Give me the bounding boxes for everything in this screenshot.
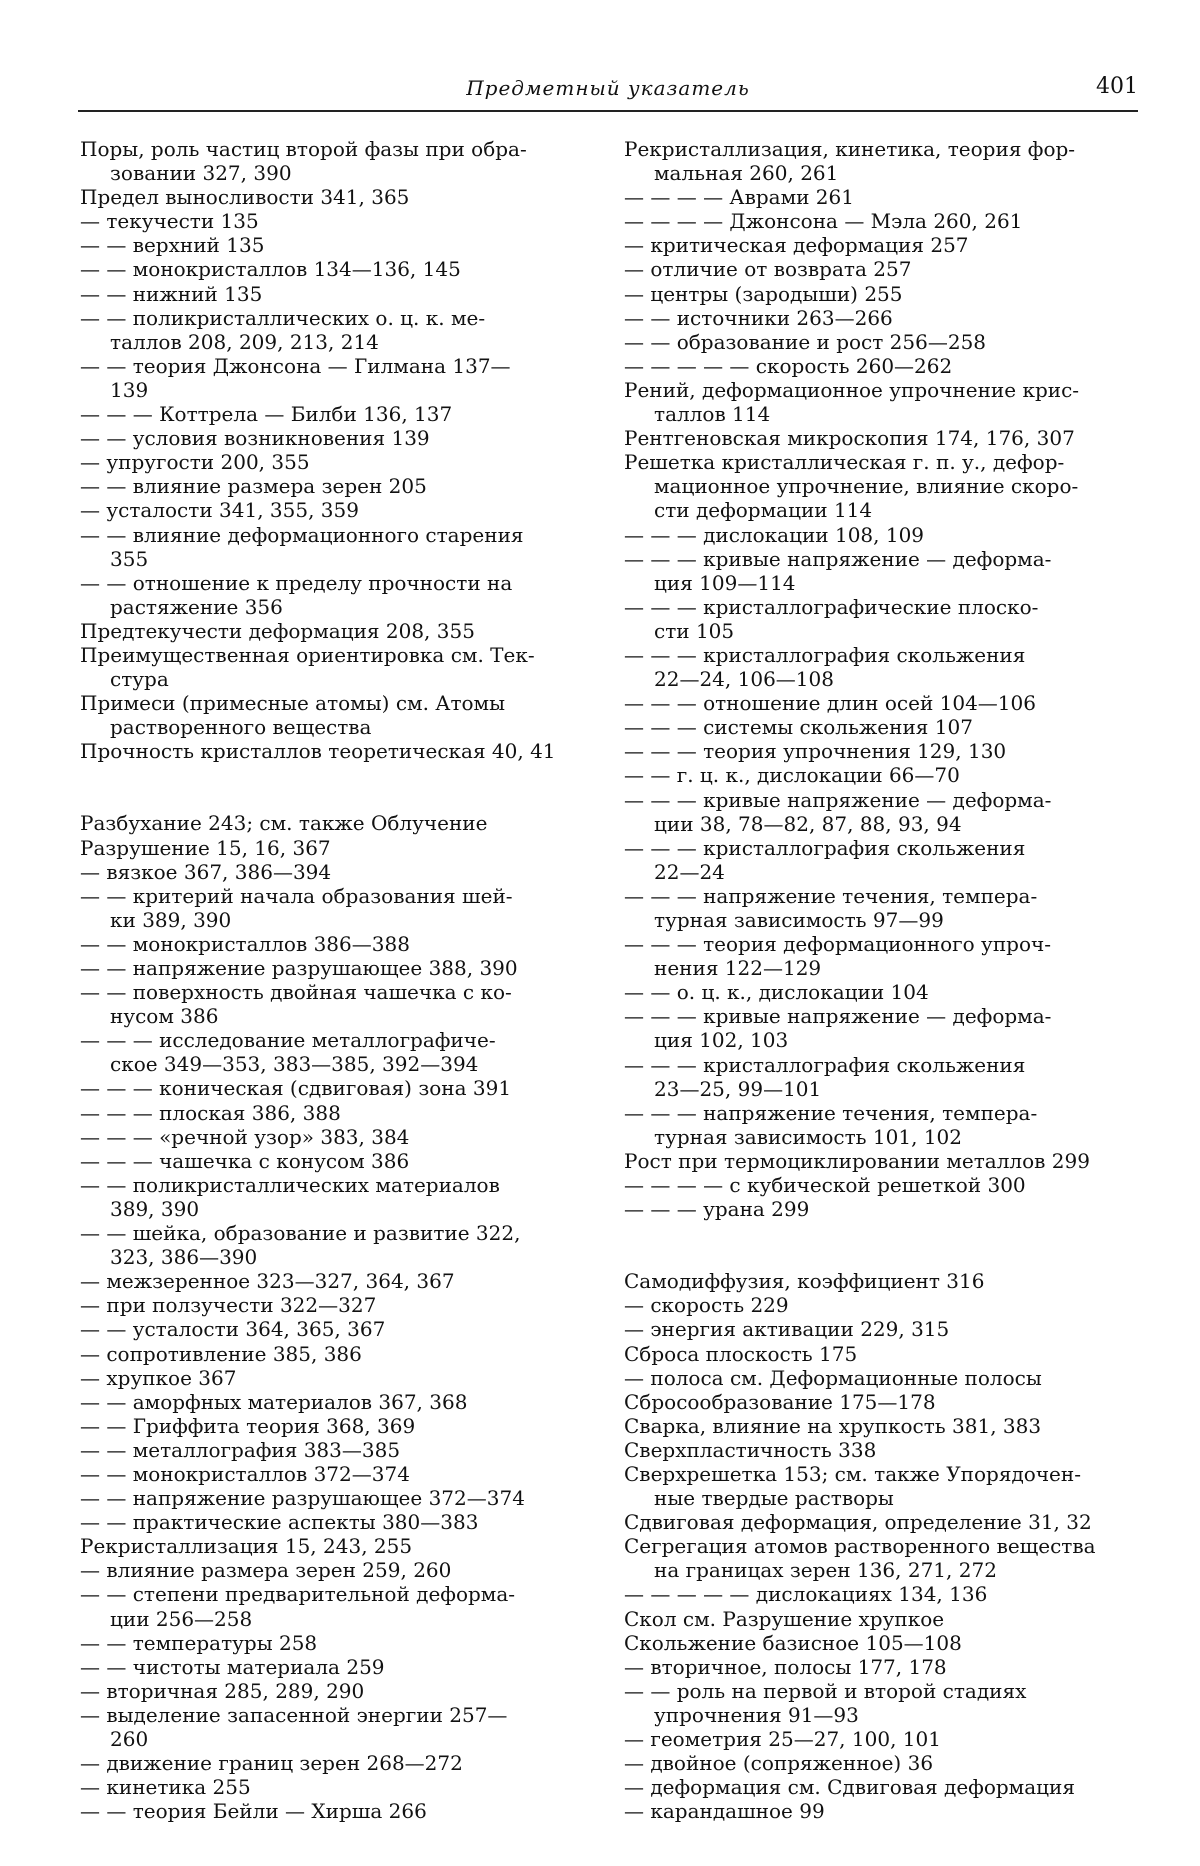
entry-line: — полоса см. Деформационные полосы — [624, 1365, 1042, 1390]
entry-line: Скол см. Разрушение хрупкое — [624, 1606, 945, 1631]
index-entry — [80, 523, 590, 571]
index-entry — [624, 1775, 1134, 1799]
index-entry — [80, 1751, 590, 1775]
index-entry — [624, 1269, 1134, 1293]
entry-continuation: таллов 208, 209, 213, 214 — [110, 329, 379, 354]
entry-line: — — — напряжение течения, темпера- — [624, 1100, 1038, 1125]
entry-line: — — условия возникновения 139 — [80, 426, 430, 451]
index-entry — [624, 1438, 1134, 1462]
index-entry — [624, 137, 1134, 185]
entry-continuation: растворенного вещества — [110, 715, 372, 740]
index-entry — [80, 932, 590, 956]
entry-continuation: ные твердые растворы — [654, 1486, 894, 1511]
entry-line: Прочность кристаллов теоретическая 40, 41 — [80, 739, 556, 764]
index-entry — [80, 1655, 590, 1679]
entry-line: Самодиффузия, коэффициент 316 — [624, 1269, 985, 1294]
entry-line: — — критерий начала образования шей- — [80, 883, 513, 908]
entry-line: Предел выносливости 341, 365 — [80, 185, 410, 210]
index-entry — [80, 1366, 590, 1390]
index-entry — [624, 209, 1134, 233]
entry-line: — хрупкое 367 — [80, 1365, 237, 1390]
entry-line: — энергия активации 229, 315 — [624, 1317, 950, 1342]
index-entry — [80, 1462, 590, 1486]
index-entry — [80, 619, 590, 643]
index-entry — [80, 1510, 590, 1534]
entry-line: — — металлография 383—385 — [80, 1437, 401, 1462]
entry-line: — сопротивление 385, 386 — [80, 1341, 362, 1366]
entry-line: — деформация см. Сдвиговая деформация — [624, 1775, 1075, 1800]
entry-line: Решетка кристаллическая г. п. у., дефор- — [624, 450, 1065, 475]
entry-line: — — аморфных материалов 367, 368 — [80, 1389, 468, 1414]
index-entry — [80, 836, 590, 860]
index-entry — [80, 185, 590, 209]
section-gap — [80, 763, 590, 811]
entry-line: — — нижний 135 — [80, 281, 263, 306]
entry-line: Преимущественная ориентировка см. Тек- — [80, 642, 535, 667]
index-entry — [624, 1173, 1134, 1197]
index-entry — [80, 884, 590, 932]
index-entry — [624, 1679, 1134, 1727]
entry-line: — — — — — дислокациях 134, 136 — [624, 1582, 988, 1607]
entry-line: Поры, роль частиц второй фазы при обра- — [80, 137, 527, 161]
index-entry — [624, 715, 1134, 739]
entry-line: — карандашное 99 — [624, 1799, 825, 1824]
index-entry — [624, 233, 1134, 257]
index-entry — [624, 257, 1134, 281]
entry-line: Рост при термоциклировании металлов 299 — [624, 1148, 1090, 1173]
index-entry — [624, 1004, 1134, 1052]
entry-line: Рекристаллизация, кинетика, теория фор- — [624, 137, 1076, 161]
entry-line: — — Гриффита теория 368, 369 — [80, 1413, 416, 1438]
entry-continuation: турная зависимость 101, 102 — [654, 1124, 962, 1149]
entry-line: — движение границ зерен 268—272 — [80, 1751, 463, 1776]
index-entry — [80, 498, 590, 522]
entry-line: — — — плоская 386, 388 — [80, 1100, 341, 1125]
index-entry — [80, 1221, 590, 1269]
entry-continuation: 323, 386—390 — [110, 1245, 258, 1270]
entry-line: — выделение запасенной энергии 257— — [80, 1702, 508, 1727]
index-entry — [624, 836, 1134, 884]
entry-continuation: турная зависимость 97—99 — [654, 908, 944, 932]
entry-continuation: ции 256—258 — [110, 1606, 253, 1631]
entry-continuation: нения 122—129 — [654, 956, 822, 981]
index-entry — [80, 1631, 590, 1655]
entry-line: Разбухание 243; см. также Облучение — [80, 811, 488, 836]
index-entry — [80, 1101, 590, 1125]
index-entry — [80, 1269, 590, 1293]
entry-line: Рений, деформационное упрочнение крис- — [624, 377, 1080, 402]
entry-line: — — — системы скольжения 107 — [624, 715, 973, 740]
entry-continuation: 139 — [110, 377, 149, 402]
entry-continuation: зовании 327, 390 — [110, 161, 292, 186]
entry-line: — — образование и рост 256—258 — [624, 329, 987, 354]
index-entry — [80, 811, 590, 835]
entry-line: — — — кристаллографические плоско- — [624, 594, 1039, 619]
entry-line: Сброса плоскость 175 — [624, 1341, 858, 1366]
index-entry — [80, 643, 590, 691]
index-entry — [80, 306, 590, 354]
entry-line: — критическая деформация 257 — [624, 233, 969, 258]
index-entry — [80, 1293, 590, 1317]
entry-line: — вторичное, полосы 177, 178 — [624, 1654, 947, 1679]
entry-line: — геометрия 25—27, 100, 101 — [624, 1727, 941, 1751]
entry-line: — — теория Бейли — Хирша 266 — [80, 1799, 427, 1824]
entry-line: — двойное (сопряженное) 36 — [624, 1751, 934, 1776]
index-entry — [80, 1558, 590, 1582]
entry-line: — — практические аспекты 380—383 — [80, 1510, 479, 1535]
index-entry — [80, 1486, 590, 1510]
entry-continuation: на границах зерен 136, 271, 272 — [654, 1558, 997, 1583]
index-entry — [80, 1149, 590, 1173]
entry-line: Сверхрешетка 153; см. также Упорядочен- — [624, 1461, 1081, 1486]
entry-line: Сверхпластичность 338 — [624, 1437, 877, 1462]
index-entry — [624, 763, 1134, 787]
entry-line: — — влияние деформационного старения — [80, 522, 524, 547]
entry-line: — — — отношение длин осей 104—106 — [624, 691, 1036, 716]
entry-line: — — — — Джонсона — Мэла 260, 261 — [624, 209, 1023, 234]
index-entry — [624, 185, 1134, 209]
index-entry — [80, 1679, 590, 1703]
index-entry — [624, 426, 1134, 450]
entry-continuation: мальная 260, 261 — [654, 161, 839, 186]
entry-continuation: 22—24, 106—108 — [654, 667, 834, 692]
entry-line: Рентгеновская микроскопия 174, 176, 307 — [624, 426, 1075, 451]
index-entry — [624, 932, 1134, 980]
index-entry — [624, 595, 1134, 643]
entry-line: — — чистоты материала 259 — [80, 1654, 385, 1679]
entry-line: — — о. ц. к., дислокации 104 — [624, 980, 929, 1005]
index-entry — [624, 1390, 1134, 1414]
index-entry — [80, 450, 590, 474]
index-entry — [80, 571, 590, 619]
entry-line: — центры (зародыши) 255 — [624, 281, 903, 306]
index-entry — [624, 523, 1134, 547]
entry-continuation: 22—24 — [654, 859, 725, 884]
entry-line: — — усталости 364, 365, 367 — [80, 1317, 386, 1342]
entry-line: Рекристаллизация 15, 243, 255 — [80, 1534, 413, 1559]
index-entry — [80, 1125, 590, 1149]
entry-continuation: нусом 386 — [110, 1004, 219, 1029]
entry-line: — — — кривые напряжение — деформа- — [624, 546, 1052, 571]
index-entry — [624, 354, 1134, 378]
entry-continuation: ция 109—114 — [654, 570, 796, 595]
index-entry — [624, 306, 1134, 330]
index-entry — [624, 282, 1134, 306]
entry-line: — вторичная 285, 289, 290 — [80, 1678, 365, 1703]
entry-line: — — отношение к пределу прочности на — [80, 570, 513, 595]
index-entry — [624, 1317, 1134, 1341]
entry-line: — при ползучести 322—327 — [80, 1293, 377, 1318]
index-entry — [80, 691, 590, 739]
page-header — [78, 62, 1138, 112]
entry-line: — — источники 263—266 — [624, 305, 893, 330]
index-entry — [624, 1799, 1134, 1823]
index-entry — [624, 1293, 1134, 1317]
index-entry — [624, 1197, 1134, 1221]
entry-line: — — — — Аврами 261 — [624, 185, 854, 210]
entry-line: — усталости 341, 355, 359 — [80, 498, 359, 523]
index-entry — [80, 257, 590, 281]
index-entry — [624, 1631, 1134, 1655]
entry-line: — — — теория деформационного упроч- — [624, 932, 1051, 957]
entry-line: Разрушение 15, 16, 367 — [80, 835, 331, 860]
entry-line: — — теория Джонсона — Гилмана 137— — [80, 353, 511, 378]
index-entry — [80, 1582, 590, 1630]
index-entry — [80, 1534, 590, 1558]
index-entry — [80, 354, 590, 402]
index-entry — [624, 1751, 1134, 1775]
index-entry — [624, 1727, 1134, 1751]
entry-line: — — монокристаллов 134—136, 145 — [80, 257, 461, 282]
index-entry — [624, 1053, 1134, 1101]
entry-continuation: упрочнения 91—93 — [654, 1702, 859, 1727]
entry-line: — — — кривые напряжение — деформа- — [624, 1004, 1052, 1029]
entry-line: — межзеренное 323—327, 364, 367 — [80, 1269, 455, 1294]
index-entry — [80, 739, 590, 763]
entry-line: — — — — с кубической решеткой 300 — [624, 1173, 1026, 1198]
index-entry — [80, 474, 590, 498]
index-entry — [624, 1462, 1134, 1510]
index-entry — [624, 739, 1134, 763]
entry-line: — — — кристаллография скольжения — [624, 1052, 1026, 1077]
index-entry — [624, 788, 1134, 836]
entry-line: Сварка, влияние на хрупкость 381, 383 — [624, 1413, 1042, 1438]
entry-line: — — монокристаллов 386—388 — [80, 931, 410, 956]
index-entry — [80, 137, 590, 185]
entry-line: — — поликристаллических о. ц. к. ме- — [80, 305, 486, 330]
entry-line: — — влияние размера зерен 205 — [80, 474, 427, 499]
page-number: 401 — [1096, 74, 1138, 99]
entry-line: Предтекучести деформация 208, 355 — [80, 618, 475, 643]
entry-continuation: ции 38, 78—82, 87, 88, 93, 94 — [654, 811, 962, 836]
running-title: Предметный указатель — [466, 76, 750, 100]
index-entry — [80, 209, 590, 233]
index-entry — [624, 1582, 1134, 1606]
index-entry — [624, 1414, 1134, 1438]
entry-continuation: сти 105 — [654, 618, 735, 643]
index-entry — [80, 1390, 590, 1414]
entry-continuation: 355 — [110, 546, 149, 571]
entry-line: — вязкое 367, 386—394 — [80, 859, 332, 884]
index-entry — [624, 547, 1134, 595]
entry-line: — — степени предварительной деформа- — [80, 1582, 516, 1607]
index-entry — [624, 450, 1134, 522]
index-entry — [624, 1342, 1134, 1366]
entry-line: — — — кристаллография скольжения — [624, 835, 1026, 860]
index-entry — [624, 1607, 1134, 1631]
index-entry — [80, 233, 590, 257]
index-entry — [624, 691, 1134, 715]
entry-continuation: растяжение 356 — [110, 594, 283, 619]
index-entry — [80, 282, 590, 306]
entry-line: — влияние размера зерен 259, 260 — [80, 1558, 452, 1583]
entry-line: — — — дислокации 108, 109 — [624, 522, 925, 547]
index-entry — [80, 1342, 590, 1366]
index-entry — [80, 1703, 590, 1751]
index-entry — [80, 1173, 590, 1221]
entry-continuation: 260 — [110, 1727, 149, 1751]
entry-line: — — напряжение разрушающее 388, 390 — [80, 956, 518, 980]
index-entry — [80, 1028, 590, 1076]
entry-line: — — — исследование металлографиче- — [80, 1028, 496, 1053]
entry-line: Скольжение базисное 105—108 — [624, 1630, 962, 1655]
entry-line: — — — чашечка с конусом 386 — [80, 1148, 410, 1173]
index-entry — [80, 860, 590, 884]
entry-line: — — — «речной узор» 383, 384 — [80, 1124, 410, 1149]
entry-line: — — напряжение разрушающее 372—374 — [80, 1486, 525, 1511]
entry-continuation: мационное упрочнение, влияние скоро- — [654, 474, 1079, 499]
entry-line: — — — кристаллография скольжения — [624, 642, 1026, 667]
index-entry — [624, 378, 1134, 426]
entry-line: — упругости 200, 355 — [80, 450, 310, 475]
entry-line: — — роль на первой и второй стадиях — [624, 1678, 1027, 1703]
index-entry — [624, 1149, 1134, 1173]
entry-line: — — монокристаллов 372—374 — [80, 1461, 410, 1486]
entry-line: — — г. ц. к., дислокации 66—70 — [624, 763, 960, 788]
entry-line: — — — урана 299 — [624, 1197, 810, 1222]
entry-line: — — температуры 258 — [80, 1630, 318, 1655]
index-entry — [80, 1317, 590, 1341]
entry-line: — текучести 135 — [80, 209, 259, 234]
entry-line: — — — кривые напряжение — деформа- — [624, 787, 1052, 812]
entry-line: — — поверхность двойная чашечка с ко- — [80, 980, 512, 1005]
entry-line: — отличие от возврата 257 — [624, 257, 912, 282]
section-gap — [624, 1221, 1134, 1269]
index-entry — [624, 1101, 1134, 1149]
index-entry — [624, 643, 1134, 691]
entry-line: — — верхний 135 — [80, 233, 265, 258]
entry-line: — — — Коттрела — Билби 136, 137 — [80, 402, 453, 427]
entry-line: — скорость 229 — [624, 1293, 789, 1318]
entry-line: — — — — — скорость 260—262 — [624, 353, 953, 378]
entry-line: — — — коническая (сдвиговая) зона 391 — [80, 1076, 512, 1101]
index-entry — [80, 1799, 590, 1823]
index-entry — [80, 1076, 590, 1100]
index-entry — [80, 1438, 590, 1462]
index-entry — [624, 1534, 1134, 1582]
entry-line: — — поликристаллических материалов — [80, 1172, 500, 1197]
index-column-right — [624, 137, 1134, 1823]
index-column-left — [80, 137, 590, 1823]
entry-continuation: сти деформации 114 — [654, 498, 873, 523]
entry-line: — кинетика 255 — [80, 1775, 251, 1800]
entry-line: Сдвиговая деформация, определение 31, 32 — [624, 1510, 1092, 1535]
index-entry — [624, 1655, 1134, 1679]
entry-line: Сбросообразование 175—178 — [624, 1389, 936, 1414]
entry-line: Примеси (примесные атомы) см. Атомы — [80, 691, 506, 716]
entry-line: — — шейка, образование и развитие 322, — [80, 1221, 521, 1246]
entry-continuation: ское 349—353, 383—385, 392—394 — [110, 1052, 479, 1077]
entry-line: Сегрегация атомов растворенного вещества — [624, 1534, 1096, 1559]
index-entry — [624, 1366, 1134, 1390]
entry-line: — — — теория упрочнения 129, 130 — [624, 739, 1007, 764]
index-entry — [80, 426, 590, 450]
index-entry — [624, 330, 1134, 354]
index-entry — [80, 1414, 590, 1438]
entry-continuation: 389, 390 — [110, 1196, 200, 1221]
entry-continuation: таллов 114 — [654, 402, 771, 427]
index-entry — [80, 402, 590, 426]
index-entry — [624, 884, 1134, 932]
entry-continuation: ция 102, 103 — [654, 1028, 789, 1053]
index-entry — [624, 1510, 1134, 1534]
index-entry — [80, 1775, 590, 1799]
entry-line: — — — напряжение течения, темпера- — [624, 883, 1038, 908]
entry-continuation: 23—25, 99—101 — [654, 1076, 822, 1101]
entry-continuation: ки 389, 390 — [110, 907, 232, 932]
index-entry — [624, 980, 1134, 1004]
index-entry — [80, 956, 590, 980]
entry-continuation: стура — [110, 667, 169, 692]
index-entry — [80, 980, 590, 1028]
